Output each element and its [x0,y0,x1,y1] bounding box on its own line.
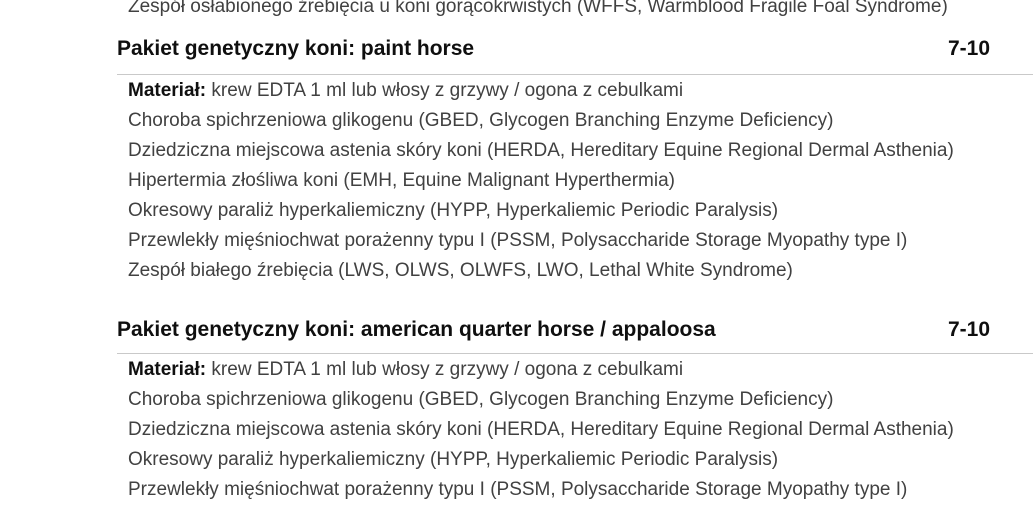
test-item: Dziedziczna miejscowa astenia skóry koni (HERDA, Hereditary Equine Regional Dermal Asthenia) [128,140,954,161]
turnaround-days: 7-10 [947,37,990,60]
test-item: Choroba spichrzeniowa glikogenu (GBED, Glycogen Branching Enzyme Deficiency) [128,389,834,410]
test-item: Przewlekły mięśniochwat porażenny typu I (PSSM, Polysaccharide Storage Myopathy type I) [128,230,908,251]
test-item: Okresowy paraliż hyperkaliemiczny (HYPP, Hyperkaliemic Periodic Paralysis) [128,449,779,470]
turnaround-days: 7-10 [947,318,990,341]
test-item-cropped-top: Zespół osłabionego źrebięcia u koni gorącokrwistych (WFFS, Warmblood Fragile Foal Syndrome) [128,0,948,17]
package-header-paint-horse [117,36,990,61]
test-item: Zespół białego źrebięcia (LWS, OLWS, OLWFS, LWO, Lethal White Syndrome) [128,260,793,281]
test-list [128,106,1033,286]
material-value: krew EDTA 1 ml lub włosy z grzywy / ogona z cebulkami [211,80,684,101]
divider [117,74,1033,75]
test-item: Okresowy paraliż hyperkaliemiczny (HYPP, Hyperkaliemic Periodic Paralysis) [128,200,779,221]
test-item: Choroba spichrzeniowa glikogenu (GBED, Glycogen Branching Enzyme Deficiency) [128,110,834,131]
divider [117,353,1033,354]
test-item: Hipertermia złośliwa koni (EMH, Equine Malignant Hyperthermia) [128,170,675,191]
package-header-quarter-horse-appaloosa [117,317,990,342]
material-label: Materiał: [128,80,207,101]
material-line [128,76,1033,106]
material-label: Materiał: [128,359,207,380]
test-item: Przewlekły mięśniochwat porażenny typu I (PSSM, Polysaccharide Storage Myopathy type I) [128,479,908,500]
test-list [128,385,1033,505]
material-value: krew EDTA 1 ml lub włosy z grzywy / ogona z cebulkami [211,359,684,380]
material-line [128,355,1033,385]
package-title: Pakiet genetyczny koni: paint horse [117,37,475,60]
test-item: Dziedziczna miejscowa astenia skóry koni (HERDA, Hereditary Equine Regional Dermal Asthenia) [128,419,954,440]
package-title: Pakiet genetyczny koni: american quarter horse / appaloosa [117,318,716,341]
